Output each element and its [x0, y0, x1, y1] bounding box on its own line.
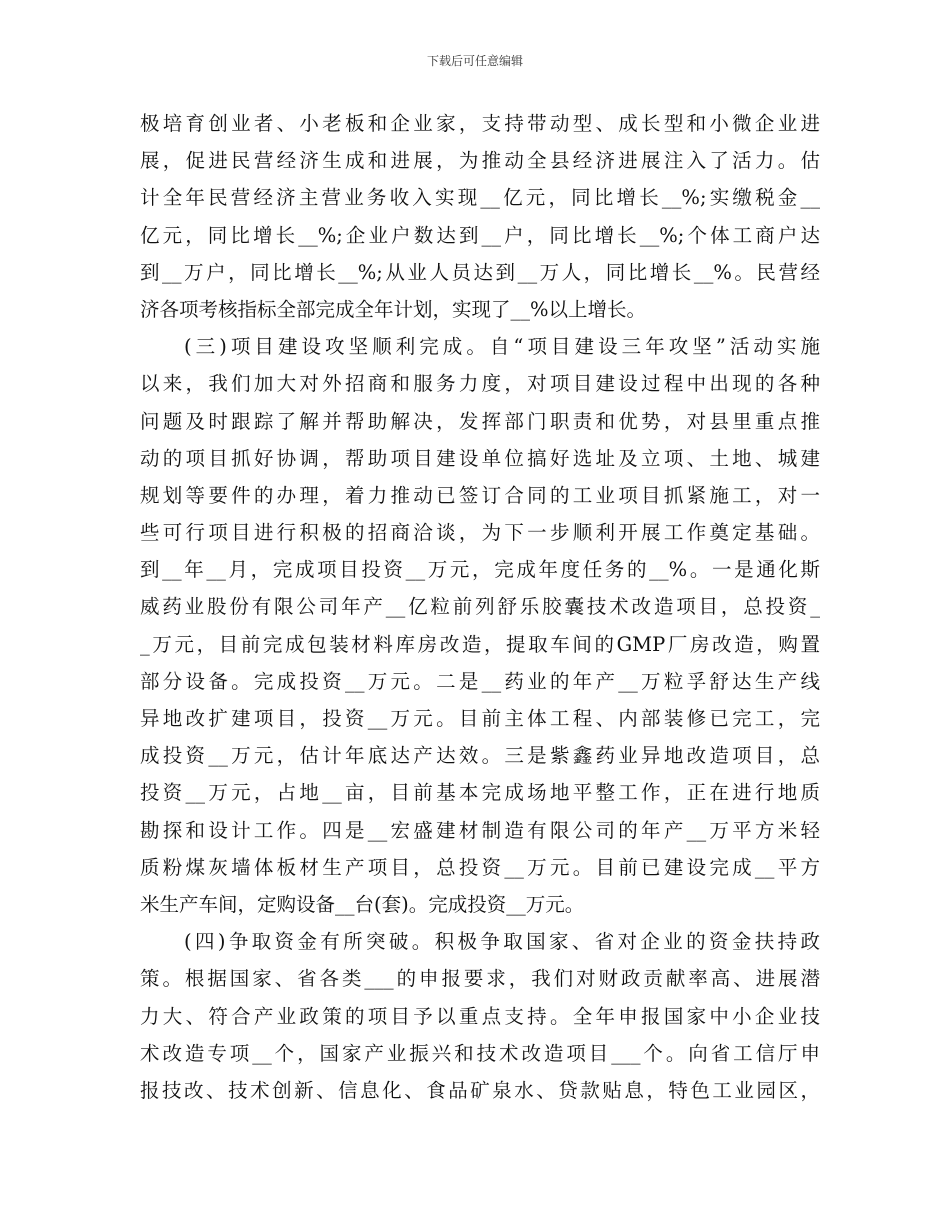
text-line: 投资__万元，占地__亩，目前基本完成场地平整工作，正在进行地质 [140, 781, 820, 805]
text-line: 威药业股份有限公司年产__亿粒前列舒乐胶囊技术改造项目，总投资_ [140, 595, 820, 619]
text-line: 到__年__月，完成项目投资__万元，完成年度任务的__%。一是通化斯 [140, 558, 820, 582]
text-line: 动的项目抓好协调，帮助项目建设单位搞好选址及立项、土地、城建 [140, 446, 820, 470]
text-line: (四)争取资金有所突破。积极争取国家、省对企业的资金扶持政 [184, 930, 820, 954]
text-line: 米生产车间，定购设备__台(套)。完成投资__万元。 [140, 892, 585, 916]
text-line: 质粉煤灰墙体板材生产项目，总投资__万元。目前已建设完成__平方 [140, 855, 820, 879]
text-line: 报技改、技术创新、信息化、食品矿泉水、贷款贴息，特色工业园区， [140, 1078, 820, 1102]
text-line: 部分设备。完成投资__万元。二是__药业的年产__万粒孚舒达生产线 [140, 669, 820, 693]
paragraph [140, 328, 820, 923]
text-line: 济各项考核指标全部完成全年计划，实现了__%以上增长。 [140, 297, 647, 321]
text-line: 力大、符合产业政策的项目予以重点支持。全年申报国家中小企业技 [140, 1004, 820, 1028]
text-line: 亿元，同比增长__%;企业户数达到__户，同比增长__%;个体工商户达 [140, 223, 820, 247]
text-line: 术改造专项__个，国家产业振兴和技术改造项目___个。向省工信厅申 [140, 1041, 820, 1065]
text-line: 以来，我们加大对外招商和服务力度，对项目建设过程中出现的各种 [140, 372, 820, 396]
text-line: 展，促进民营经济生成和进展，为推动全县经济进展注入了活力。估 [140, 149, 820, 173]
page-header: 下载后可任意编辑 [426, 54, 523, 68]
text-line: 极培育创业者、小老板和企业家，支持带动型、成长型和小微企业进 [140, 112, 820, 135]
text-line: 勘探和设计工作。四是__宏盛建材制造有限公司的年产__万平方米轻 [140, 818, 820, 842]
paragraph [140, 923, 820, 1109]
text-line: 问题及时跟踪了解并帮助解决，发挥部门职责和优势，对县里重点推 [140, 409, 820, 433]
paragraph [140, 105, 820, 328]
document-body [140, 105, 820, 1109]
text-line: 到__万户，同比增长__%;从业人员达到__万人，同比增长__%。民营经 [140, 260, 820, 284]
text-line: 计全年民营经济主营业务收入实现__亿元，同比增长__%;实缴税金__ [140, 186, 820, 210]
text-line: 异地改扩建项目，投资__万元。目前主体工程、内部装修已完工，完 [140, 707, 820, 730]
text-line: (三)项目建设攻坚顺利完成。自“项目建设三年攻坚”活动实施 [184, 335, 820, 359]
text-line: 策。根据国家、省各类___的申报要求，我们对财政贡献率高、进展潜 [140, 967, 820, 991]
text-line: _万元，目前完成包装材料库房改造，提取车间的GMP厂房改造，购置 [140, 632, 820, 656]
text-line: 些可行项目进行积极的招商洽谈，为下一步顺利开展工作奠定基础。 [140, 521, 820, 545]
text-line: 规划等要件的办理，着力推动已签订合同的工业项目抓紧施工，对一 [140, 483, 820, 507]
text-line: 成投资__万元，估计年底达产达效。三是紫鑫药业异地改造项目，总 [140, 744, 820, 768]
